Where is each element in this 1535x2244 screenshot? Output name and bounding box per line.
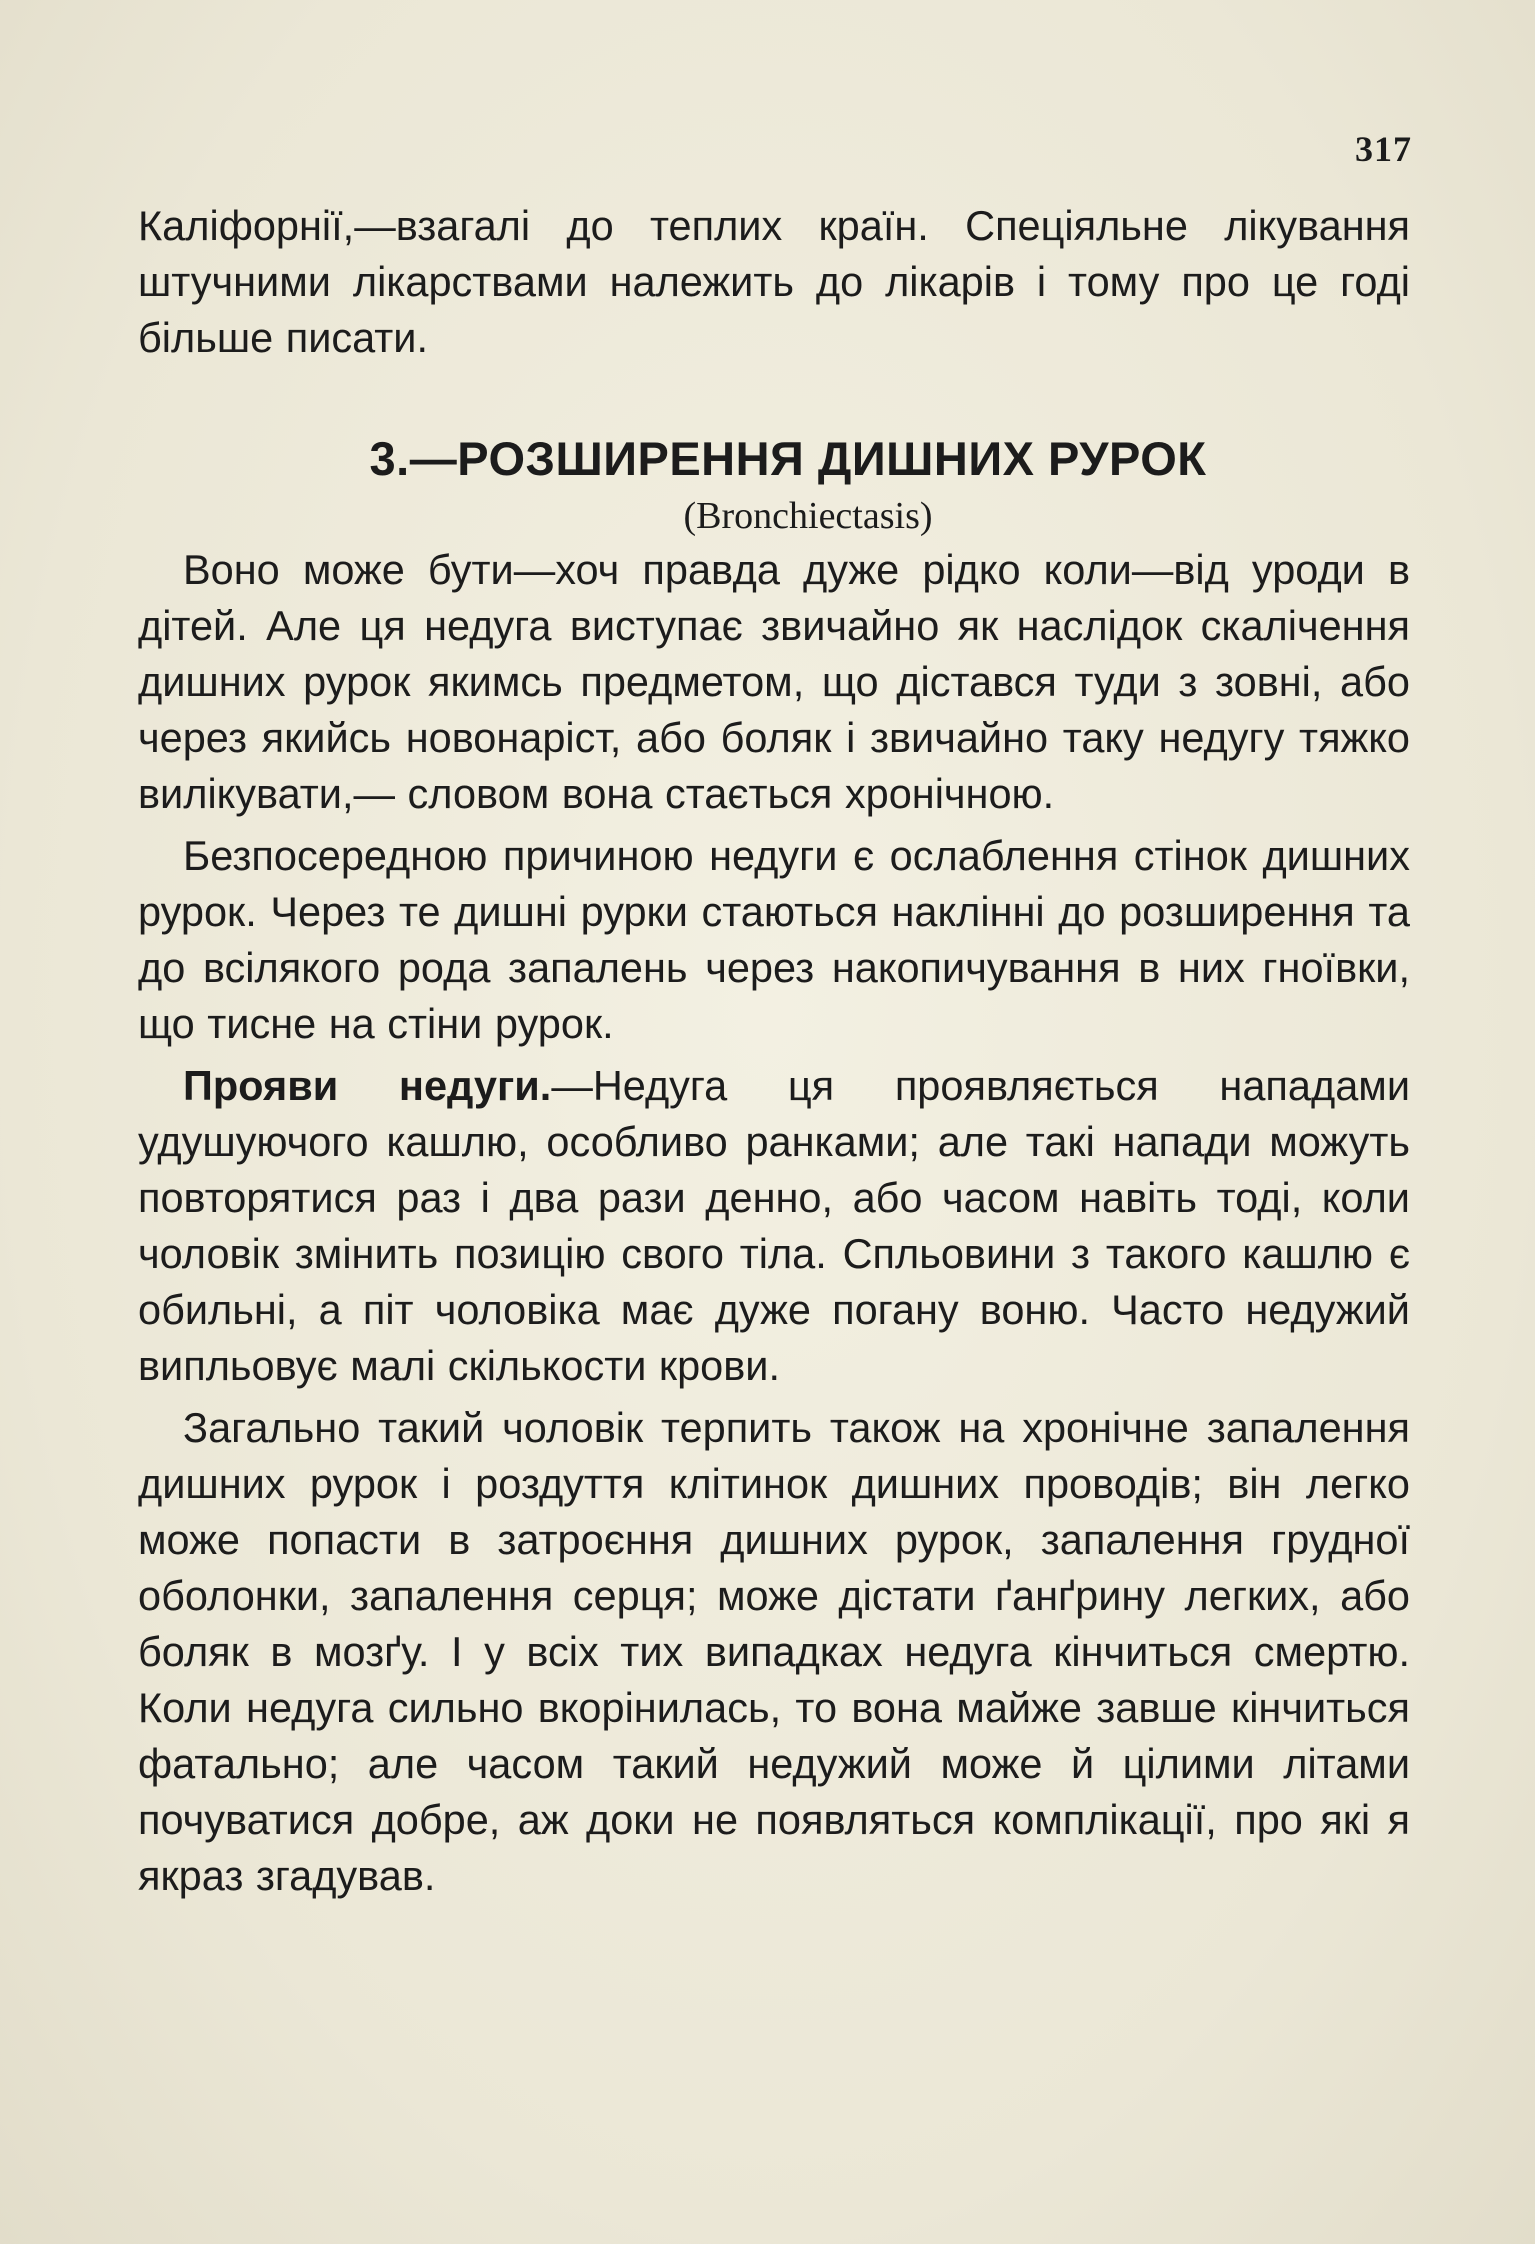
paragraph-complications: Загально такий чоловік терпить також на хронічне запалення дишних рурок і роздуття клітинок дишних проводів; він легко може попасти в затроєння дишних рурок, запалення грудної оболонки, запалення серця; може дістати ґанґрину легких, або боляк в мозґу. І у всіх тих випадках недуга кінчиться смертю. Коли недуга сильно вкорінилась, то вона майже завше кінчиться фатально; але часом такий недужий може й цілими літами почуватися добре, аж доки не появляться комплікації, про які я якраз згадував. — [138, 1404, 1410, 1899]
page-content — [138, 198, 1410, 1904]
paragraph-continuation: Каліфорнії,—взагалі до теплих країн. Спеціяльне лікування штучними лікарствами належить до лікарів і тому про це годі більше писати. — [138, 202, 1410, 361]
section-subheading: (Bronchiectasis) — [683, 495, 933, 537]
section-heading: 3.—РОЗШИРЕННЯ ДИШНИХ РУРОК — [369, 432, 1207, 485]
symptoms-lead: Прояви недуги. — [183, 1062, 552, 1109]
paragraph-origin: Воно може бути—хоч правда дуже рідко коли—від уроди в дітей. Але ця недуга виступає звичайно як наслідок скалічення дишних рурок якимсь предметом, що дістався туди з зовні, або через якийсь новонаріст, або боляк і звичайно таку недугу тяжко вилікувати,— словом вона стається хронічною. — [138, 546, 1410, 817]
paragraph-cause: Безпосередною причиною недуги є ослаблення стінок дишних рурок. Через те дишні рурки стаються наклінні до розширення та до всілякого рода запалень через накопичування в них гноївки, що тисне на стіни рурок. — [138, 832, 1410, 1047]
symptoms-text: —Недуга ця проявляється нападами удушуючого кашлю, особливо ранками; але такі напади можуть повторятися раз і два рази денно, або часом навіть тоді, коли чоловік змінить позицію свого тіла. Спльовини з такого кашлю є обильні, а піт чоловіка має дуже погану воню. Часто недужий випльовує малі скількости крови. — [138, 1062, 1410, 1389]
paragraph-symptoms — [138, 1058, 1410, 1394]
page-number: 317 — [1355, 129, 1412, 169]
